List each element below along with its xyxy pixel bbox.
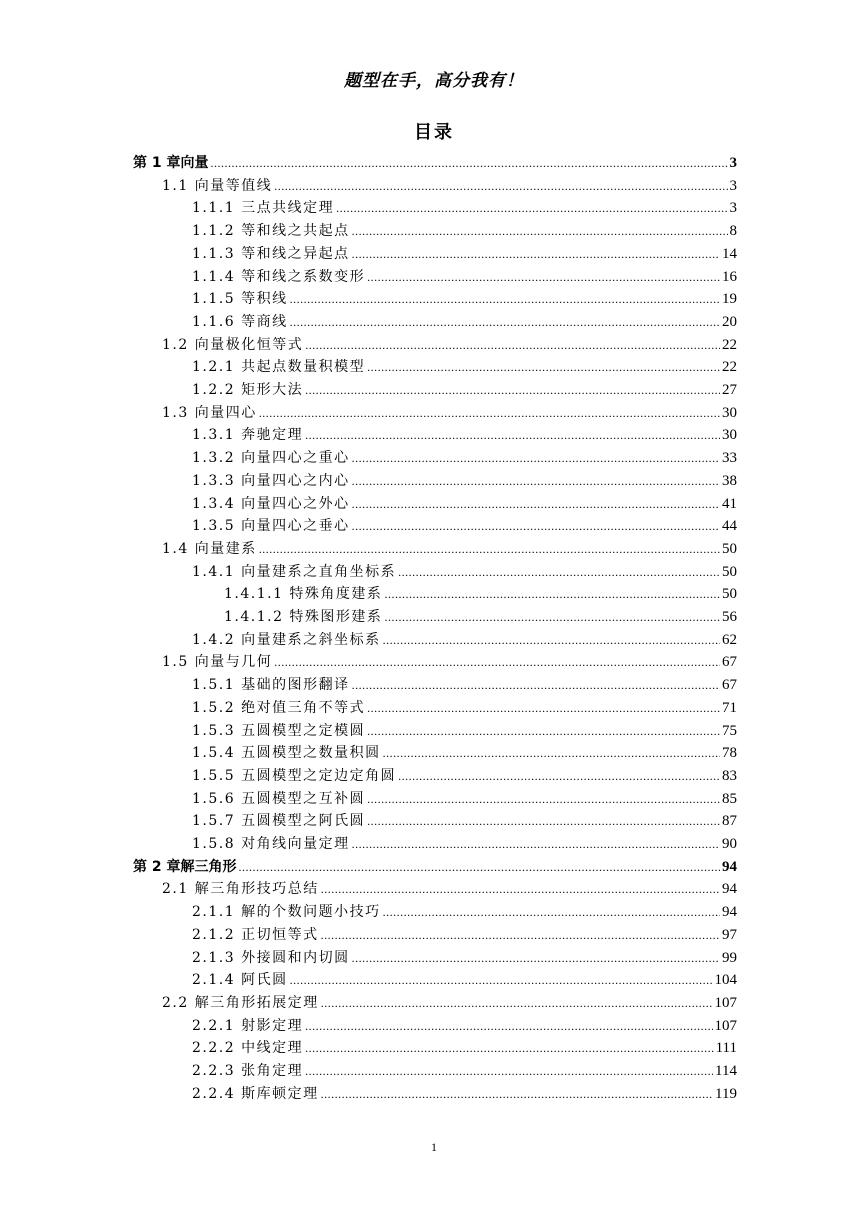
toc-entry-label: 1.2 向量极化恒等式 xyxy=(162,336,304,353)
toc-leader-dots xyxy=(211,152,728,174)
toc-entry[interactable] xyxy=(192,742,737,764)
toc-entry-label: 1.1.5 等积线 xyxy=(192,291,288,308)
toc-entry-label: 1.5.7 五圆模型之阿氏圆 xyxy=(192,813,366,830)
toc-entry-page: 107 xyxy=(714,994,737,1011)
toc-entry[interactable] xyxy=(162,992,737,1014)
toc-entry-label: 2.1 解三角形技巧总结 xyxy=(162,881,319,898)
toc-leader-dots xyxy=(321,878,720,900)
toc-entry-page: 78 xyxy=(722,745,737,762)
toc-entry[interactable] xyxy=(192,220,737,242)
toc-entry[interactable] xyxy=(192,447,737,469)
toc-entry-page: 85 xyxy=(722,790,737,807)
toc-entry[interactable] xyxy=(192,924,737,946)
toc-entry-label: 1.3.1 奔驰定理 xyxy=(192,427,304,444)
toc-entry[interactable] xyxy=(224,583,737,605)
toc-entry-label: 1.5 向量与几何 xyxy=(162,654,273,671)
toc-leader-dots xyxy=(352,220,728,242)
toc-entry[interactable] xyxy=(133,152,737,174)
toc-entry[interactable] xyxy=(192,833,737,855)
toc-leader-dots xyxy=(398,765,720,787)
toc-entry[interactable] xyxy=(192,561,737,583)
toc-entry-label: 1.4.1 向量建系之直角坐标系 xyxy=(192,563,397,580)
toc-entry-label: 1.3.5 向量四心之垂心 xyxy=(192,518,350,535)
toc-entry[interactable] xyxy=(224,606,737,628)
toc-entry[interactable] xyxy=(192,674,737,696)
toc-entry[interactable] xyxy=(192,947,737,969)
toc-leader-dots xyxy=(321,924,720,946)
toc-entry-page: 50 xyxy=(722,563,737,580)
toc-entry[interactable] xyxy=(192,720,737,742)
toc-leader-dots xyxy=(367,697,720,719)
toc-entry[interactable] xyxy=(192,379,737,401)
toc-leader-dots xyxy=(367,356,720,378)
toc-entry-label: 2.2.1 射影定理 xyxy=(192,1017,304,1034)
toc-entry-page: 67 xyxy=(722,654,737,671)
toc-entry-page: 56 xyxy=(722,609,737,625)
toc-entry-page: 27 xyxy=(722,382,737,398)
toc-leader-dots xyxy=(336,197,727,219)
toc-leader-dots xyxy=(305,334,720,356)
toc-entry-label: 1.2.2 矩形大法 xyxy=(192,382,304,398)
toc-entry-label: 2.1.1 解的个数问题小技巧 xyxy=(192,904,381,921)
toc-entry-page: 94 xyxy=(722,881,737,898)
toc-entry-page: 94 xyxy=(722,904,737,921)
toc-entry-page: 8 xyxy=(729,223,737,240)
toc-entry[interactable] xyxy=(192,493,737,515)
toc-entry-label: 2.1.3 外接圆和内切圆 xyxy=(192,949,350,966)
toc-leader-dots xyxy=(367,788,720,810)
toc-entry-label: 1.2.1 共起点数量积模型 xyxy=(192,359,366,376)
toc-entry-page: 50 xyxy=(722,540,737,557)
toc-leader-dots xyxy=(290,969,713,991)
toc-entry[interactable] xyxy=(162,334,737,356)
toc-entry-page: 30 xyxy=(722,404,737,421)
toc-entry-page: 22 xyxy=(722,359,737,376)
toc-leader-dots xyxy=(352,674,720,696)
toc-entry-page: 114 xyxy=(715,1063,737,1079)
toc-entry[interactable] xyxy=(192,266,737,288)
toc-entry-page: 3 xyxy=(729,177,737,194)
toc-entry-label: 1.1.2 等和线之共起点 xyxy=(192,223,350,240)
toc-entry-label: 第 1 章向量 xyxy=(133,155,209,171)
toc-entry-page: 97 xyxy=(722,926,737,943)
toc-entry[interactable] xyxy=(192,765,737,787)
toc-entry-label: 2.2.2 中线定理 xyxy=(192,1040,304,1057)
toc-entry[interactable] xyxy=(192,243,737,265)
toc-entry-label: 1.5.6 五圆模型之互补圆 xyxy=(192,790,366,807)
toc-entry[interactable] xyxy=(192,288,737,310)
toc-leader-dots xyxy=(305,424,720,446)
toc-entry-label: 第 2 章解三角形 xyxy=(133,858,237,875)
toc-entry-page: 3 xyxy=(729,200,737,217)
toc-leader-dots xyxy=(321,992,713,1014)
toc-leader-dots xyxy=(398,561,720,583)
toc-leader-dots xyxy=(383,629,720,651)
toc-entry-page: 90 xyxy=(722,836,737,852)
toc-entry-label: 1.5.1 基础的图形翻译 xyxy=(192,677,350,694)
toc-leader-dots xyxy=(274,651,720,673)
toc-entry[interactable] xyxy=(162,402,737,424)
toc-entry[interactable] xyxy=(192,311,737,333)
toc-entry-page: 41 xyxy=(722,495,737,512)
toc-leader-dots xyxy=(383,901,720,923)
toc-entry-page: 38 xyxy=(722,472,737,489)
toc-entry-page: 30 xyxy=(722,427,737,444)
toc-entry[interactable] xyxy=(133,856,737,878)
toc-entry[interactable] xyxy=(162,651,737,673)
toc-entry[interactable] xyxy=(192,697,737,719)
toc-leader-dots xyxy=(239,856,721,878)
toc-entry-label: 1.1.3 等和线之异起点 xyxy=(192,245,350,262)
toc-entry-page: 20 xyxy=(722,313,737,330)
toc-entry-label: 1.1.6 等商线 xyxy=(192,313,288,330)
toc-entry-label: 1.5.2 绝对值三角不等式 xyxy=(192,699,366,716)
toc-entry[interactable] xyxy=(192,810,737,832)
toc-leader-dots xyxy=(352,447,720,469)
toc-entry-label: 1.5.8 对角线向量定理 xyxy=(192,836,350,852)
toc-entry-label: 1.4 向量建系 xyxy=(162,540,257,557)
toc-entry-label: 1.1.4 等和线之系数变形 xyxy=(192,268,366,285)
toc-entry-label: 1.3.2 向量四心之重心 xyxy=(192,450,350,467)
toc-entry[interactable] xyxy=(192,515,737,537)
toc-entry[interactable] xyxy=(192,1060,737,1082)
toc-entry[interactable] xyxy=(192,1037,737,1059)
toc-leader-dots xyxy=(367,266,720,288)
toc-entry-page: 62 xyxy=(722,631,737,648)
toc-leader-dots xyxy=(352,947,720,969)
toc-entry-label: 2.2 解三角形拓展定理 xyxy=(162,994,319,1011)
toc-entry-page: 104 xyxy=(714,972,737,989)
toc-entry-page: 50 xyxy=(722,586,737,603)
toc-entry-page: 22 xyxy=(722,336,737,353)
toc-entry-page: 111 xyxy=(715,1040,737,1057)
toc-entry-label: 1.4.1.2 特殊图形建系 xyxy=(224,609,383,625)
toc-leader-dots xyxy=(384,606,720,628)
toc-leader-dots xyxy=(259,402,720,424)
toc-entry[interactable] xyxy=(162,538,737,560)
toc-entry-label: 1.4.1.1 特殊角度建系 xyxy=(224,586,383,603)
toc-leader-dots xyxy=(367,720,720,742)
toc-entry-label: 1.3.4 向量四心之外心 xyxy=(192,495,350,512)
toc-entry-page: 67 xyxy=(722,677,737,694)
toc-entry-page: 33 xyxy=(722,450,737,467)
toc-entry-page: 19 xyxy=(722,291,737,308)
toc-entry[interactable] xyxy=(162,878,737,900)
toc-entry-page: 14 xyxy=(722,245,737,262)
toc-entry-page: 94 xyxy=(722,858,737,875)
toc-entry-label: 1.5.4 五圆模型之数量积圆 xyxy=(192,745,381,762)
toc-entry-page: 3 xyxy=(729,155,737,171)
toc-entry-page: 87 xyxy=(722,813,737,830)
toc-entry[interactable] xyxy=(192,629,737,651)
toc-entry-page: 44 xyxy=(722,518,737,535)
toc-entry-page: 75 xyxy=(722,722,737,739)
toc-leader-dots xyxy=(352,470,720,492)
toc-entry-page: 83 xyxy=(722,767,737,784)
toc-leader-dots xyxy=(321,1083,713,1105)
toc-entry[interactable] xyxy=(192,969,737,991)
toc-leader-dots xyxy=(352,243,720,265)
toc-leader-dots xyxy=(383,742,720,764)
toc-entry-label: 1.1.1 三点共线定理 xyxy=(192,200,335,217)
toc-leader-dots xyxy=(274,175,727,197)
toc-leader-dots xyxy=(367,810,720,832)
toc-leader-dots xyxy=(305,1060,713,1082)
toc-entry-label: 1.5.5 五圆模型之定边定角圆 xyxy=(192,767,397,784)
toc-entry-page: 71 xyxy=(722,699,737,716)
page-header-slogan: 题型在手，高分我有！ xyxy=(344,71,524,91)
toc-entry-label: 2.2.4 斯库顿定理 xyxy=(192,1085,319,1102)
toc-leader-dots xyxy=(305,1037,714,1059)
toc-leader-dots xyxy=(384,583,720,605)
toc-entry-label: 2.2.3 张角定理 xyxy=(192,1063,304,1079)
toc-leader-dots xyxy=(290,311,720,333)
toc-entry[interactable] xyxy=(192,1015,737,1037)
toc-entry[interactable] xyxy=(192,356,737,378)
toc-entry[interactable] xyxy=(192,470,737,492)
toc-title: 目录 xyxy=(414,122,454,143)
toc-entry[interactable] xyxy=(192,424,737,446)
toc-leader-dots xyxy=(259,538,720,560)
toc-entry-label: 1.5.3 五圆模型之定模圆 xyxy=(192,722,366,739)
toc-entry-label: 1.3.3 向量四心之内心 xyxy=(192,472,350,489)
toc-leader-dots xyxy=(352,833,720,855)
toc-entry-page: 99 xyxy=(722,949,737,966)
toc-entry[interactable] xyxy=(192,197,737,219)
toc-entry-page: 119 xyxy=(715,1085,737,1102)
page-number: 1 xyxy=(431,1140,437,1154)
toc-entry[interactable] xyxy=(162,175,737,197)
toc-entry-label: 2.1.2 正切恒等式 xyxy=(192,926,319,943)
toc-leader-dots xyxy=(352,493,720,515)
toc-entry-label: 1.4.2 向量建系之斜坐标系 xyxy=(192,631,381,648)
toc-leader-dots xyxy=(305,379,720,401)
toc-entry[interactable] xyxy=(192,901,737,923)
toc-entry-label: 1.1 向量等值线 xyxy=(162,177,273,194)
toc-entry-label: 1.3 向量四心 xyxy=(162,404,257,421)
toc-entry-page: 107 xyxy=(714,1017,737,1034)
toc-leader-dots xyxy=(290,288,720,310)
toc-entry[interactable] xyxy=(192,788,737,810)
toc-entry[interactable] xyxy=(192,1083,737,1105)
toc-entry-label: 2.1.4 阿氏圆 xyxy=(192,972,288,989)
toc-entry-page: 16 xyxy=(722,268,737,285)
toc-leader-dots xyxy=(305,1015,712,1037)
toc-leader-dots xyxy=(352,515,720,537)
